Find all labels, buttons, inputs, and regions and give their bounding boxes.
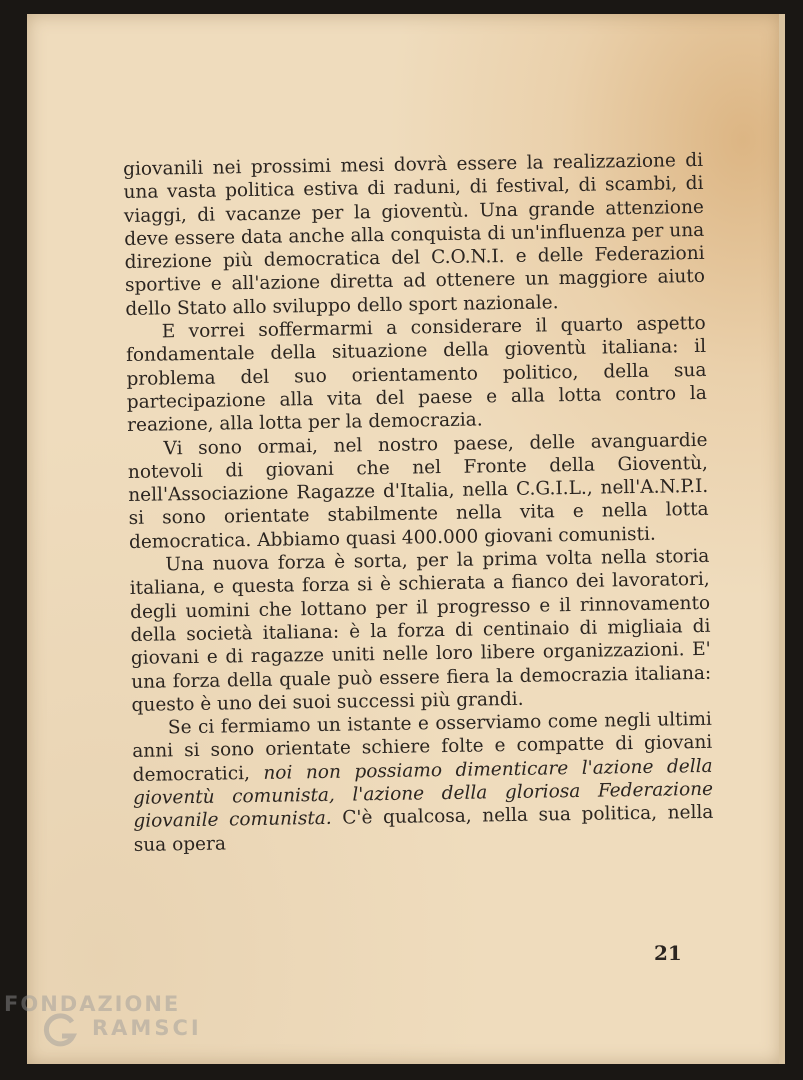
body-text xyxy=(123,149,714,857)
paragraph-4 xyxy=(129,545,711,717)
paragraph-3-text: Vi sono ormai, nel nostro paese, delle avanguardie notevoli di giovani che nel Fronte della Gioventù, nell'Associazione Ragazze d'Italia, nella C.G.I.L., nell'A.N.P.I. si sono orientate stabilmente nella vita e nella lotta democratica. Abbiamo quasi 400.000 giovani comunisti. xyxy=(127,429,709,553)
paragraph-4-text: Una nuova forza è sorta, per la prima volta nella storia italiana, e questa forza si è schierata a fianco dei lavoratori, degli uomini che lottano per il progresso e il rinnovamento della società italiana: è la forza di centinaio di migliaia di giovani e di ragazze uniti nelle loro libere organizzazioni. E' una forza della quale può essere fiera la democrazia italiana: questo è uno dei suoi successi più grandi. xyxy=(129,545,712,716)
watermark-g-logo-icon xyxy=(42,1012,78,1048)
paragraph-1 xyxy=(123,149,705,321)
book-page xyxy=(27,14,781,1064)
paragraph-1-text: giovanili nei prossimi mesi dovrà essere la realizzazione di una vasta politica estiva di raduni, di festival, di scambi, di viaggi, di vacanze per la gioventù. Una grande attenzione deve essere data anche alla conquista di un'influenza per una direzione più democratica del C.O.N.I. e delle Federazioni sportive e all'azione diretta ad ottenere un maggiore aiuto dello Stato allo sviluppo dello sport nazionale. xyxy=(123,149,706,320)
watermark-line-1: FONDAZIONE xyxy=(4,992,181,1016)
paragraph-5-tail: C'è qualcosa, nella sua politica, nella sua opera xyxy=(133,802,714,856)
paragraph-2 xyxy=(126,312,708,438)
page-number: 21 xyxy=(654,941,682,965)
paragraph-3 xyxy=(127,428,709,554)
paragraph-2-text: E vorrei soffermarmi a considerare il quarto aspetto fondamentale della situazione della gioventù italiana: il problema del suo orientamento politico, della sua partecipazione alla vita del paese e alla lotta contro la reazione, alla lotta per la democrazia. xyxy=(125,312,707,437)
paragraph-5-italic: noi non possiamo dimenticare l'azione della gioventù comunista, l'azione della gloriosa Federazione giovanile comunista. xyxy=(132,755,714,833)
paragraph-5 xyxy=(132,708,714,857)
paragraph-5-text: Se ci fermiamo un istante e osserviamo come negli ultimi anni si sono orientate schiere folte e compatte di giovani democratici, xyxy=(132,708,713,786)
watermark-line-2: RAMSCI xyxy=(92,1016,202,1040)
foundation-watermark xyxy=(4,992,204,1062)
